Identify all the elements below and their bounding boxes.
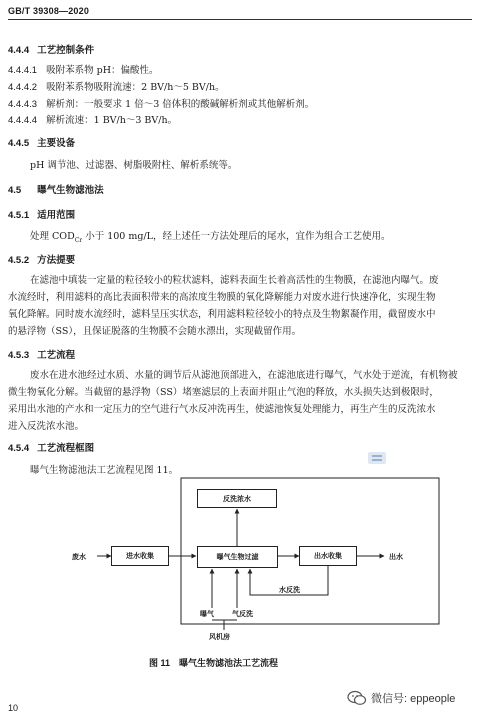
section-number: 4.4.5 <box>8 138 30 149</box>
paragraph-line: 氧化降解。同时废水流经时，滤料呈压实状态，利用滤料粒径较小的特点及生物絮凝作用，截留废水中 <box>8 309 436 320</box>
air-backwash-label: 气反洗 <box>232 611 253 618</box>
section-number: 4.4.4 <box>8 45 30 56</box>
equipment-list: pH 调节池、过滤器、树脂吸附柱、解析系统等。 <box>30 160 238 171</box>
baf-box: 曝气生物过滤 <box>197 546 278 568</box>
paragraph-line: 采用出水池的产水和一定压力的空气进行气水反冲洗再生，使滤池恢复处理能力，再生产生的反洗浓水 <box>8 404 436 415</box>
clause-number: 4.4.4.3 <box>8 99 38 110</box>
clause-number: 4.4.4.2 <box>8 82 38 93</box>
watermark-text: 微信号: eppeople <box>371 693 456 705</box>
clause-text: 解析剂：一般要求 1 倍～3 倍体积的酸碱解析剂或其他解析剂。 <box>46 99 315 110</box>
blower-room-label: 风机房 <box>209 634 230 641</box>
section-title: 工艺流程框图 <box>37 443 95 454</box>
section-number: 4.5.2 <box>8 255 30 266</box>
section-title: 工艺流程 <box>37 350 76 361</box>
paragraph-line: 进入反洗浓水池。 <box>8 421 85 432</box>
section-title: 方法提要 <box>37 255 76 266</box>
backwash-tank-box: 反洗浓水 <box>197 489 277 508</box>
clause-text: 吸附苯系物吸附流速：2 BV/h～5 BV/h。 <box>46 82 225 93</box>
outlet-tank-box: 出水收集 <box>299 546 357 566</box>
section-number: 4.5 <box>8 185 22 196</box>
section-number: 4.5.1 <box>8 210 30 221</box>
standard-number: GB/T 39308—2020 <box>8 6 90 16</box>
section-title: 适用范围 <box>37 210 76 221</box>
section-title: 主要设备 <box>37 138 76 149</box>
effluent-label: 出水 <box>389 554 403 561</box>
scope-text: 处理 $COD_{Cr}$ 小于 100 mg/L，经上述任一方法处理后的尾水，宜作为组合工艺使用。 <box>30 231 391 244</box>
clause-number: 4.4.4.4 <box>8 115 38 126</box>
section-number: 4.5.3 <box>8 350 30 361</box>
aeration-label: 曝气 <box>200 611 214 618</box>
section-number: 4.5.4 <box>8 443 30 454</box>
paragraph-line: 水流经时，利用滤料的高比表面积带来的高浓度生物膜的氧化降解能力对废水进行快速净化，实现生物 <box>8 292 436 303</box>
watermark <box>347 690 455 706</box>
water-backwash-label: 水反洗 <box>279 587 300 594</box>
clause-number: 4.4.4.1 <box>8 65 38 76</box>
paragraph-line: 在滤池中填装一定量的粒径较小的粒状滤料，滤料表面生长着高活性的生物膜，在滤池内曝气。废 <box>30 275 439 286</box>
section-title: 工艺控制条件 <box>37 45 95 56</box>
clause-text: 解析流速：1 BV/h～3 BV/h。 <box>46 115 178 126</box>
clause-text: 吸附苯系物 pH：偏酸性。 <box>46 65 159 76</box>
wastewater-label: 废水 <box>72 554 86 561</box>
page-number: 10 <box>8 703 19 713</box>
paragraph-line: 废水在进水池经过水质、水量的调节后从滤池顶部进入，在滤池底进行曝气，气水处于逆流，有机物被 <box>30 370 458 381</box>
figure-caption: 图 11 曝气生物滤池法工艺流程 <box>149 658 279 668</box>
paragraph-line: 的悬浮物（SS），且保证脱落的生物膜不会随水漂出，实现截留作用。 <box>8 326 302 337</box>
section-title: 曝气生物滤池法 <box>37 185 104 196</box>
figure-reference: 曝气生物滤池法工艺流程见图 11。 <box>30 465 179 476</box>
paragraph-line: 微生物氧化分解。当截留的悬浮物（SS）堵塞滤层的上表面并阻止气泡的释放，水头损失达到极限时， <box>8 387 439 398</box>
wechat-icon <box>347 690 367 706</box>
inlet-tank-box: 进水收集 <box>111 546 169 566</box>
